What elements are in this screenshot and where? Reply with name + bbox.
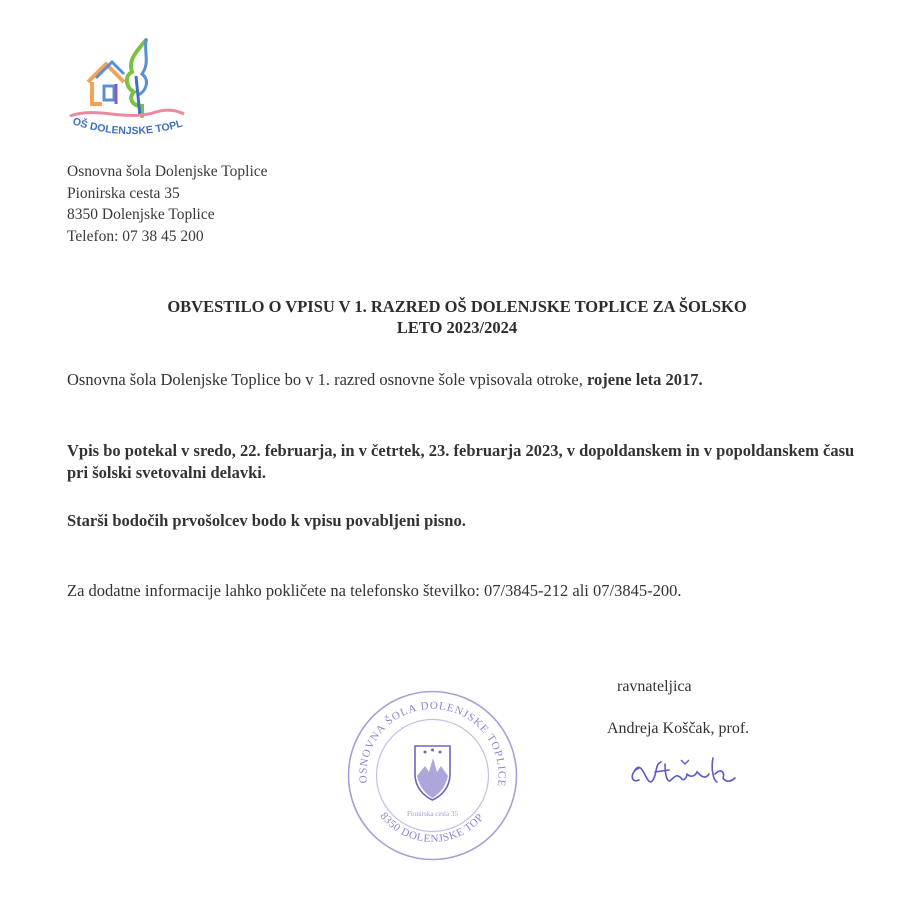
logo-text: OŠ DOLENJSKE TOPL xyxy=(71,115,185,138)
school-logo xyxy=(66,32,190,142)
handwritten-signature xyxy=(625,750,745,800)
birth-year-text: rojene leta 2017. xyxy=(587,370,703,389)
svg-text:OSNOVNA ŠOLA DOLENJSKE TOPLICE: OSNOVNA ŠOLA DOLENJSKE TOPLICE xyxy=(357,699,508,788)
title-line-1: OBVESTILO O VPISU V 1. RAZRED OŠ DOLENJSKE TOPLICE ZA ŠOLSKO xyxy=(167,297,747,316)
address-line: Telefon: 07 38 45 200 xyxy=(67,227,204,245)
paragraph-invitation: Starši bodočih prvošolcev bodo k vpisu povabljeni pisno. xyxy=(67,511,466,530)
title-line-2: LETO 2023/2024 xyxy=(396,318,518,337)
document-title xyxy=(60,296,854,338)
address-line: Osnovna šola Dolenjske Toplice xyxy=(67,163,268,180)
paragraph-enrollment xyxy=(67,369,857,391)
paragraph-text: Osnovna šola Dolenjske Toplice bo v 1. razred osnovne šole vpisovala otroke, xyxy=(67,370,588,389)
address-line: 8350 Dolenjske Toplice xyxy=(67,206,215,223)
svg-text:Pionirska cesta 35: Pionirska cesta 35 xyxy=(407,810,458,818)
address-line: Pionirska cesta 35 xyxy=(67,184,180,202)
school-address xyxy=(67,161,268,247)
paragraph-schedule: Vpis bo potekal v sredo, 22. februarja, in v četrtek, 23. februarja 2023, v dopoldanskem in v popoldanskem času pri šolski svetovalni delavki. xyxy=(67,441,855,482)
signatory-name: Andreja Koščak, prof. xyxy=(607,720,750,737)
svg-text:8350 DOLENJSKE TOPLICE: 8350 DOLENJSKE TOP xyxy=(377,810,487,846)
signatory-role: ravnateljica xyxy=(617,678,692,695)
official-stamp xyxy=(345,688,520,863)
paragraph-contact: Za dodatne informacije lahko pokličete na telefonsko številko: 07/3845-212 ali 07/3845-200. xyxy=(67,581,682,600)
